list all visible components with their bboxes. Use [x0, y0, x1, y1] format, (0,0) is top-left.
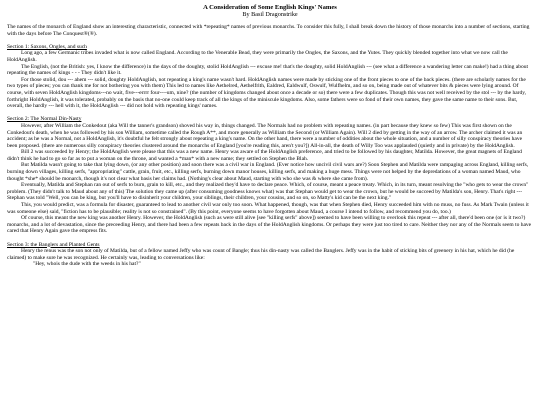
- section-2-paragraph-4: Eventually, Matilda and Stephan ran out of serfs to burn, grain to kill, etc., and they realized they'd have to declare peace. Which, of course, meant a peace treaty. Which, in its turn, meant resolving the "who gets to wear the crown" problem. (They didn't talk to Maud about any of this) The solution they came up (after consuming goodness knows what) was that Stephan would get to wear the crown, but he would be succeed by Matilda's son, Henry. That's right --- Stephan was told "Well, you can be king, but you'll have to disinherit your children, your siblings, their children, your cousins, and so on, so Matty's kid can be the next king.": [7, 182, 529, 202]
- section-2-paragraph-2: Bill 2 was succeeded by Henry; the HoldAnglish were please that this was a new name. Henry was aware of the HoldAnglish preference, and tried to be followed by his daughter, Matilda. However, the great magnets of England didn't think he had to go so far as to put a woman on the throne, and wanted a *man* with a new name; they settled on Stephen the Blah.: [7, 149, 522, 162]
- section-2-paragraph-5: This, you would predict, was a formula for disaster, guaranteed to lead to another civil war only too soon. What happened, though, was that when Stephen died, Henry succeeded him with no muss, no fuss. As Mark Twain (unless it was someone else) said, "fiction has to be plausible; reality is not so constrained". (By this point, everyone seems to have forgotten about Maud, a course I intend to follow, and recommend you do, too.): [7, 202, 529, 215]
- section-3-heading: Section 3: the Banglers and Planted Gents: [7, 241, 100, 248]
- document-title: A Consideration of Some English Kings' Names: [203, 4, 337, 11]
- document-byline: By Basil Dragonstrike: [242, 11, 298, 18]
- section-2-paragraph-3: But Matilda wasn't going to take that lying down, (or any other position) and soon there was a civil war in England. (Ever notice how uncivil civil wars are?) Soon Stephen and Matilda were rampaging across England, killing serfs, burning down villages, killing serfs, "appropriating" cattle, grain, fruit, etc., killing serfs, burning down manor houses, killing serfs, and making a huge mess. Things were not helped by the depredations of a woman named Maud, who thought *she* should be monarch, though it's not clear what basis her claims had. (Nothing's clear about Maud, starting with who she was & where she came from).: [7, 162, 529, 182]
- section-2-paragraph-1: However, after William the Conkedout (aka Will the tanner's grandson) shoved his way in, things changed. The Normals had no problem with repeating names. (in part because they knew so few) This was first shown on the Conkedout's death, when he was followed by his son William, sometime called the Rough A**, and more generally as William the Second (or William Again). Will 2 died by getting in the way of an arrow. The archer claimed it was an accident; as he was a Normal, not a HoldAnglish, it's doubtful he felt strongly about repeating a king's name. On the other hand, there were a number of oddities about the whole situation, and a number of silly conspiracy theories have been proposed. (there are numerous silly conspiracy theories clustered around the monarchs of England [you're reading this, aren't you?]) All-in-all, the death of Willy Too was applauded (quietly and in private) by the HoldAnglish.: [7, 122, 523, 149]
- section-2-paragraph-6: Of course, this meant the new king was another Henry. However, the HoldAnglish (such as were still alive [see "killing serfs" above]) seemed to have been willing to overlook this repeat --- after all, there'd been one (or is it two?) monarchs, and a lot of devastation, since the preceeding Henry, and there had been a few repeats back in the days of the HoldAnglish kingdoms. Or perhaps they were just too tired to care. Neither they nor any of the Normals seem to have cared that Henry Again gave the empress fits.: [7, 215, 532, 235]
- section-3-paragraph-1: Henry the renus was the son not only of Matilda, but of a fellow named Jeffy who was count of Bangle; thus his din-nasty was called the Banglers. Jeffy was in the habit of sticking bits of greenery in his hat, which he did (he claimed) to make sure he was recognized. He certainly was, leading to conversations like:: [7, 248, 515, 261]
- section-1-paragraph-3: For those stolid, dou --- ahem --- solid, doughty HoldAnglish, not repeating a king's name wasn't hard. HoldAnglish names were made by sticking one of the front pieces to one of the back pieces. (there are scholarly names for the two types of pieces; you can thank me for not bothering you with them) This led to names like Aethelred, Aethelfrith, Ealdred, Ealdwulf, Oswulf, Wulfhelm, and so on, being made out of whatever bits & pieces were lying around. Of course, with seven HoldAnglish kingdoms---no wait, five---errrr four----um, nine? (the number of kingdoms changed about once a decade or so) there were a few duplicates. Though this was not well received by the stol --- by the hardy, forthright HoldAnglish, it was tolerated, probably on the basis that no-one could keep track of all the kings of the miniscule kingdoms. Also, some fathers were so fond of their own names, they gave the same name to their sons. But, overall, the hardly --- hell with it, the HoldAnglish --- did not hold with repeating kings' names.: [7, 76, 527, 110]
- section-1-paragraph-2: The English, (not the British: yes, I know the difference) in the days of the doughty, stolid HoldAnglish --- excuse me! that's the doughty, solid HoldAnglish --- (see what a difference a wandering letter can make!) had a thing about repeating the names of kings - - - They didn't like it.: [7, 63, 529, 77]
- section-1-heading: Section 1: Saxons, Ongles, and such: [7, 43, 87, 50]
- section-3-quote: "Hey, whois the dude with the weeds in his hat?": [33, 261, 141, 268]
- document-page: [7, 0, 533, 268]
- section-2-heading: Section 2: The Normal Din-Nasty: [7, 116, 82, 123]
- intro-paragraph: The names of the monarch of England show an interesting characteristic, connected with *repeating* names of previous monarchs. To consider this fully, I shall break down the history of those monarchs into a number of sections, starting with the days before The Conquest®(®).: [7, 24, 530, 37]
- section-1-paragraph-1: Long ago, a few Germanic tribes invaded what is now called England. According to the Venerable Bead, they were primarily the Ongles, the Saxons, and the Yutes. They quickly blended together into what we now call the HoldAnglish.: [7, 50, 508, 63]
